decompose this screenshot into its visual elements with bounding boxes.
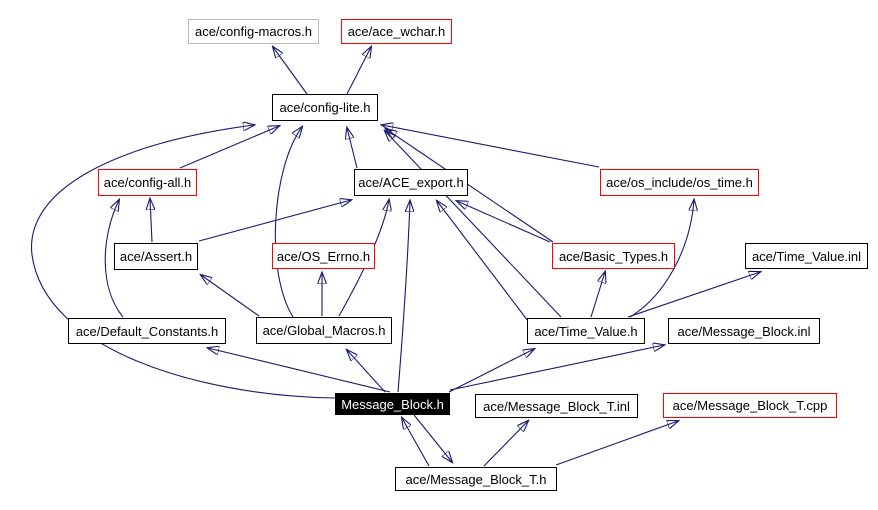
- edge-message-block-t-message-block-t-cpp: [556, 421, 678, 465]
- edge-message-block-time-value: [449, 349, 534, 392]
- node-ace-config-all-h[interactable]: ace/config-all.h: [98, 169, 197, 196]
- edge-message-block-message-block-t: [414, 415, 452, 462]
- node-ace-config-lite-h[interactable]: ace/config-lite.h: [272, 94, 378, 121]
- edge-config-lite-config-macros: [273, 47, 307, 94]
- node-message-block-h-main: Message_Block.h: [335, 393, 450, 415]
- node-ace-default-constants-h[interactable]: ace/Default_Constants.h: [68, 318, 226, 344]
- edge-message-block-ace-export: [398, 201, 410, 392]
- edge-global-macros-assert: [201, 275, 259, 316]
- node-ace-os-errno-h[interactable]: ace/OS_Errno.h: [272, 243, 375, 269]
- node-ace-global-macros-h[interactable]: ace/Global_Macros.h: [256, 317, 392, 344]
- node-ace-message-block-inl[interactable]: ace/Message_Block.inl: [668, 318, 820, 344]
- node-ace-ace-wchar-h[interactable]: ace/ace_wchar.h: [341, 19, 452, 44]
- edge-message-block-default-constants: [208, 348, 390, 392]
- node-ace-message-block-t-h[interactable]: ace/Message_Block_T.h: [395, 467, 557, 491]
- edge-config-all-config-lite: [180, 126, 279, 168]
- node-ace-ace-export-h[interactable]: ace/ACE_export.h: [354, 169, 468, 196]
- edge-time-value-config-lite: [385, 131, 561, 317]
- edge-time-value-basic-types: [591, 272, 605, 317]
- edge-config-lite-ace-wchar: [347, 47, 371, 94]
- node-ace-time-value-inl[interactable]: ace/Time_Value.inl: [745, 243, 868, 269]
- edge-time-value-time-value-inl: [628, 272, 760, 317]
- node-ace-assert-h[interactable]: ace/Assert.h: [114, 243, 198, 270]
- edge-global-macros-config-lite: [275, 127, 302, 317]
- edge-time-value-ace-export: [437, 201, 528, 321]
- node-ace-basic-types-h[interactable]: ace/Basic_Types.h: [552, 243, 675, 269]
- edge-message-block-t-message-block: [402, 418, 429, 466]
- node-ace-config-macros-h[interactable]: ace/config-macros.h: [188, 19, 319, 44]
- node-ace-time-value-h[interactable]: ace/Time_Value.h: [527, 318, 645, 344]
- node-ace-message-block-t-cpp[interactable]: ace/Message_Block_T.cpp: [663, 393, 837, 418]
- edge-message-block-message-block-inl: [450, 345, 664, 390]
- node-ace-message-block-t-inl[interactable]: ace/Message_Block_T.inl: [475, 394, 638, 418]
- edge-assert-config-all: [150, 199, 152, 242]
- edge-os-time-config-lite: [382, 125, 599, 167]
- node-ace-os-include-os-time-h[interactable]: ace/os_include/os_time.h: [600, 169, 759, 196]
- edge-message-block-t-message-block-t-inl: [484, 421, 528, 466]
- edge-ace-export-config-lite: [347, 128, 357, 168]
